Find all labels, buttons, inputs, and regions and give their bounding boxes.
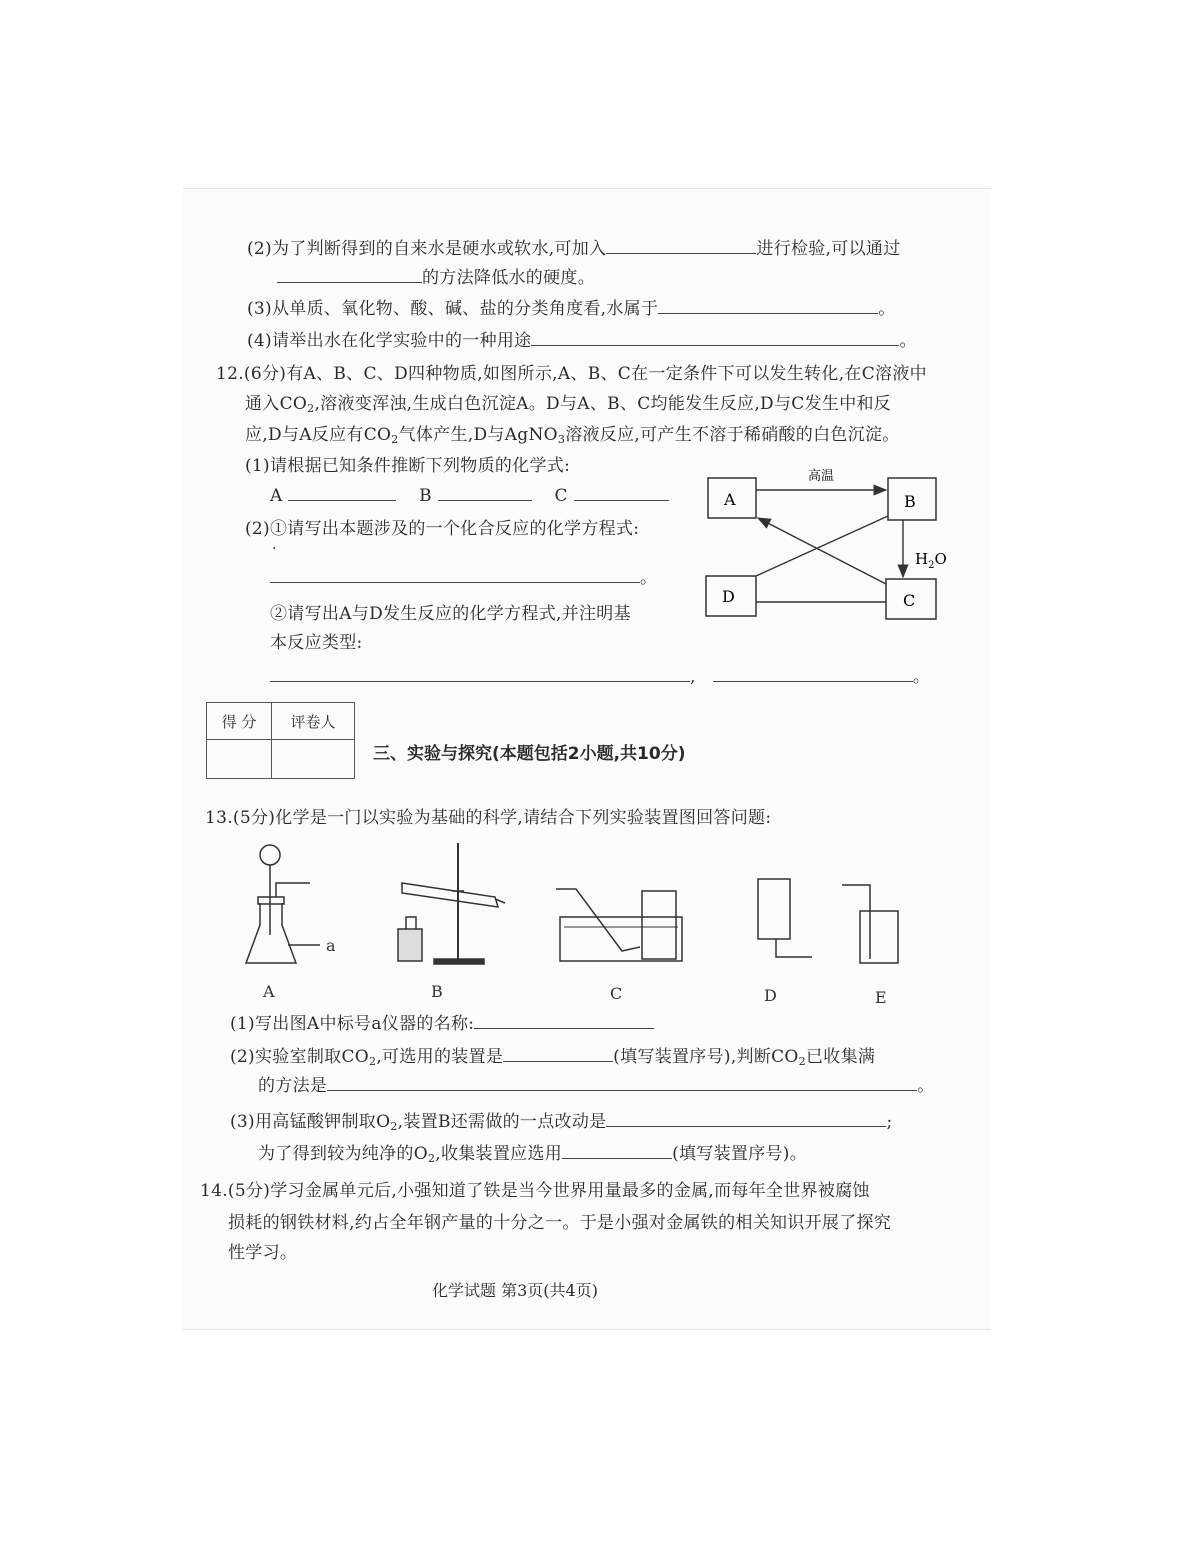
label-a: A <box>263 982 275 1001</box>
apparatus-figure <box>230 835 950 1010</box>
stopper <box>258 897 284 904</box>
stand-base <box>434 959 484 964</box>
grader-header: 评卷人 <box>272 703 355 740</box>
apparatus-d <box>758 879 812 957</box>
apparatus-b <box>398 843 505 964</box>
lamp-wick <box>406 917 416 929</box>
text: (填写装置序号)。 <box>672 1144 808 1164</box>
answer-blank-c[interactable] <box>574 486 669 501</box>
comma: , <box>690 667 696 687</box>
answer-blank[interactable] <box>503 1047 613 1062</box>
subscript: 2 <box>798 1055 806 1068</box>
q12-answer-row <box>270 485 669 507</box>
answer-blank[interactable] <box>658 299 878 314</box>
text: ,溶液变浑浊,生成白色沉淀A。D与A、B、C均能发生反应,D与C发生中和反 <box>314 394 892 414</box>
section-title: 三、实验与探究(本题包括2小题,共10分) <box>373 744 686 764</box>
q11-part2-line2 <box>277 267 595 289</box>
q12-eq-line <box>270 567 657 589</box>
h-text: H <box>915 550 929 568</box>
text: 通入CO <box>245 394 308 414</box>
q14-line2: 损耗的钢铁材料,约占全年钢产量的十分之一。于是小强对金属铁的相关知识开展了探究 <box>228 1213 892 1233</box>
period: 。 <box>912 667 931 687</box>
text: 应,D与A反应有CO <box>245 425 392 445</box>
delivery-tube-e <box>842 885 870 959</box>
subscript: 2 <box>427 1152 436 1165</box>
answer-blank[interactable] <box>277 268 422 283</box>
q12-line1: 12.(6分)有A、B、C、D四种物质,如图所示,A、B、C在一定条件下可以发生转化,在C溶液中 <box>216 364 927 384</box>
q11-p2-text-a: (2)为了判断得到的自来水是硬水或软水,可加入 <box>247 239 607 259</box>
text: 的方法是 <box>258 1076 328 1096</box>
score-header: 得 分 <box>207 703 272 740</box>
water-trough <box>560 917 682 961</box>
label-d: D <box>764 986 777 1005</box>
q12-part2-1: (2)①请写出本题涉及的一个化合反应的化学方程式: <box>245 519 640 539</box>
q13-part3 <box>230 1111 892 1138</box>
subscript: 3 <box>557 433 566 446</box>
collecting-jar <box>860 911 898 963</box>
answer-blank[interactable] <box>270 667 690 682</box>
grader-cell[interactable] <box>272 740 355 779</box>
answer-blank[interactable] <box>327 1076 917 1091</box>
label-b: B <box>419 486 432 506</box>
test-tube <box>402 883 498 907</box>
answer-blank-a[interactable] <box>288 486 396 501</box>
funnel-bulb <box>260 845 280 865</box>
node-a-label: A <box>724 490 736 509</box>
text: (1)写出图A中标号a仪器的名称: <box>230 1014 475 1034</box>
label-e: E <box>875 988 887 1007</box>
answer-blank[interactable] <box>606 1112 886 1127</box>
o-text: O <box>934 550 947 568</box>
period: 。 <box>917 1076 935 1096</box>
period: 。 <box>878 299 896 319</box>
subscript: 2 <box>369 1055 377 1068</box>
arrow-c-to-a <box>758 518 886 584</box>
text: ,收集装置应选用 <box>435 1144 563 1164</box>
label-a: A <box>270 486 283 506</box>
node-c-label: C <box>903 591 916 610</box>
answer-blank[interactable] <box>474 1014 654 1029</box>
text: 气体产生,D与AgNO <box>398 425 558 445</box>
answer-blank[interactable] <box>270 568 640 583</box>
alcohol-lamp <box>398 929 422 961</box>
subscript: 2 <box>390 1120 398 1133</box>
q14-line3: 性学习。 <box>228 1243 298 1263</box>
text: 已收集满 <box>805 1047 876 1067</box>
q12-eq-line2 <box>270 666 930 688</box>
label-b: B <box>431 982 443 1001</box>
q12-line2 <box>245 393 891 420</box>
score-cell[interactable] <box>207 740 272 779</box>
delivery-tube-c <box>556 889 640 951</box>
q12-part2-2b: 本反应类型: <box>270 633 363 653</box>
q12-line3 <box>245 424 900 451</box>
gas-jar <box>642 891 676 959</box>
q13-part1 <box>230 1013 654 1035</box>
node-b-label: B <box>904 492 916 511</box>
h2o-label <box>915 550 947 571</box>
answer-blank[interactable] <box>562 1144 672 1159</box>
label-c: C <box>610 984 623 1003</box>
subscript: 2 <box>307 402 315 415</box>
text: ,可选用的装置是 <box>376 1047 504 1067</box>
delivery-tube <box>276 883 310 897</box>
high-temp-label: 高温 <box>808 469 835 484</box>
stray-dot: · <box>272 541 277 557</box>
apparatus-e <box>842 885 898 963</box>
inverted-jar <box>758 879 790 939</box>
text: (填写装置序号),判断CO <box>613 1047 799 1067</box>
q11-part2-line1 <box>247 238 901 260</box>
conical-flask <box>246 903 296 963</box>
q11-p4-text: (4)请举出水在化学实验中的一种用途 <box>247 331 532 351</box>
subscript: 2 <box>928 560 935 571</box>
q13-part2-line2 <box>258 1075 935 1097</box>
q13-intro: 13.(5分)化学是一门以实验为基础的科学,请结合下列实验装置图回答问题: <box>205 808 772 828</box>
q11-part4 <box>247 330 917 352</box>
q12-part2-2: ②请写出A与D发生反应的化学方程式,并注明基 <box>270 604 631 624</box>
q13-part3-line2 <box>258 1143 807 1170</box>
node-d-label: D <box>722 587 735 606</box>
page-footer: 化学试题 第3页(共4页) <box>432 1281 598 1300</box>
period: 。 <box>899 331 917 351</box>
text: ,装置B还需做的一点改动是 <box>397 1112 607 1132</box>
marker-a: a <box>326 936 336 955</box>
q11-p3-text: (3)从单质、氧化物、酸、碱、盐的分类角度看,水属于 <box>247 299 659 319</box>
q12-part1: (1)请根据已知条件推断下列物质的化学式: <box>245 456 571 476</box>
answer-blank[interactable] <box>606 239 756 254</box>
period: 。 <box>640 568 658 588</box>
conversion-diagram <box>700 460 960 630</box>
apparatus-a <box>246 845 320 963</box>
q14-line1: 14.(5分)学习金属单元后,小强知道了铁是当今世界用量最多的金属,而每年全世界被腐蚀 <box>200 1181 870 1201</box>
label-c: C <box>554 486 568 506</box>
answer-blank[interactable] <box>713 667 913 682</box>
answer-blank-b[interactable] <box>438 486 532 501</box>
q11-part3 <box>247 298 896 320</box>
subscript: 2 <box>391 433 399 446</box>
apparatus-c <box>556 889 682 961</box>
semicolon: ; <box>886 1112 893 1132</box>
q13-part2 <box>230 1046 875 1073</box>
score-table <box>206 702 355 779</box>
answer-blank[interactable] <box>531 331 899 346</box>
text: 溶液反应,可产生不溶于稀硝酸的白色沉淀。 <box>565 425 900 445</box>
line-d-b <box>756 516 888 576</box>
text: (2)实验室制取CO <box>230 1047 370 1067</box>
q11-p2-text-b: 进行检验,可以通过 <box>756 239 901 259</box>
q11-p2-text-c: 的方法降低水的硬度。 <box>422 268 595 288</box>
delivery-tube-d <box>776 939 812 957</box>
text: 为了得到较为纯净的O <box>258 1144 428 1164</box>
text: (3)用高锰酸钾制取O <box>230 1112 391 1132</box>
